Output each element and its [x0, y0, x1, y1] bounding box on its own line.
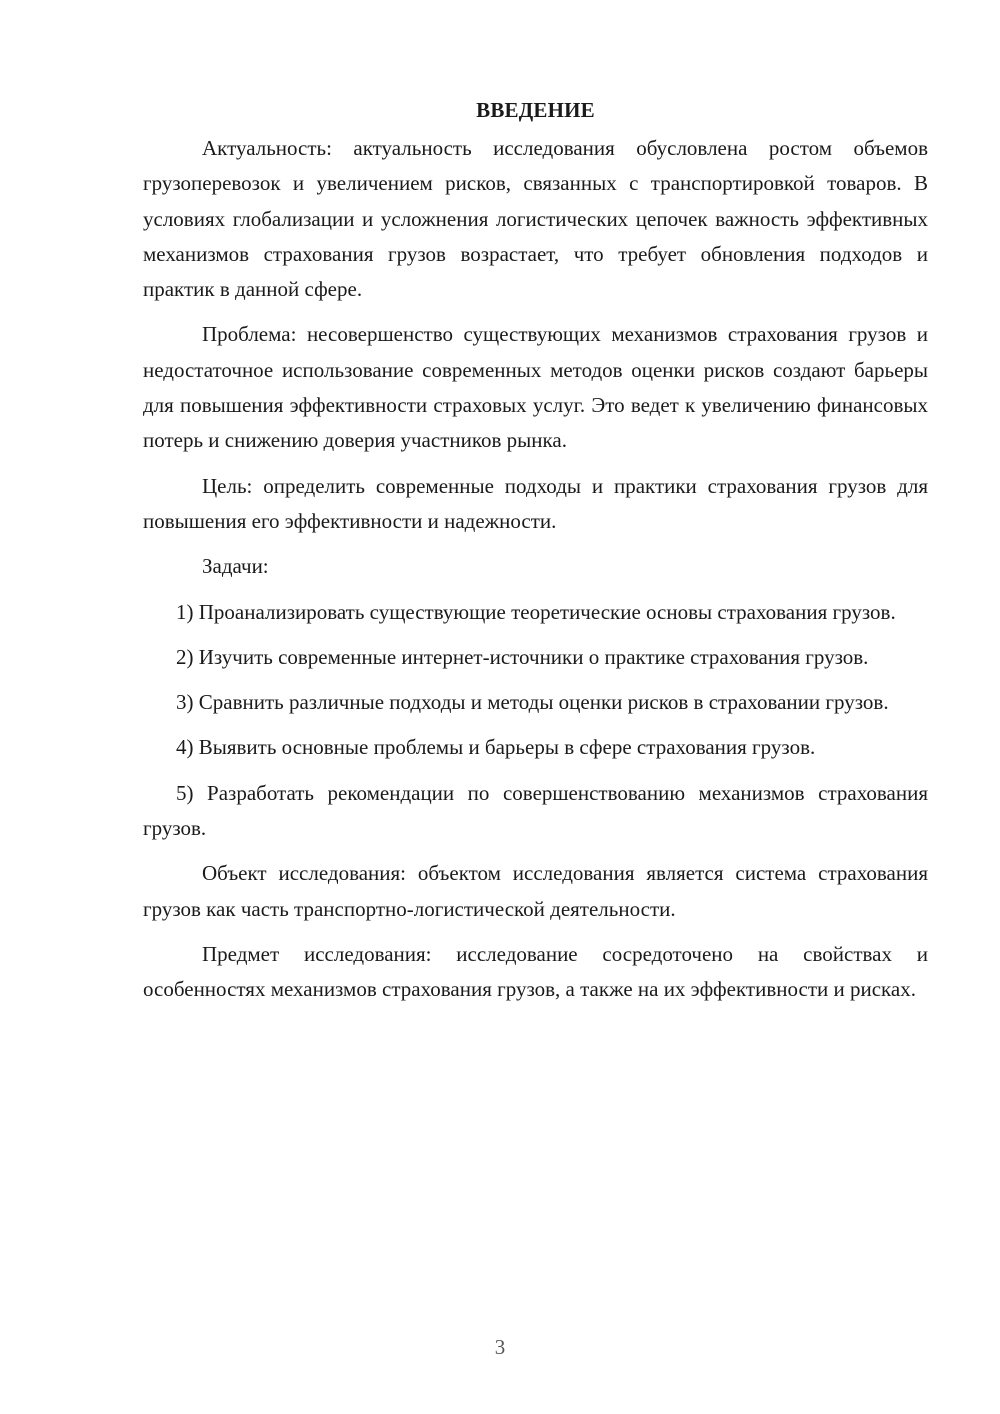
task-item-4: 4) Выявить основные проблемы и барьеры в сфере страхования грузов. — [176, 735, 816, 760]
section-title: ВВЕДЕНИЕ — [476, 98, 595, 122]
paragraph-goal: Цель: определить современные подходы и практики страхования грузов для повышения его эффективности и надежности. — [143, 473, 928, 533]
task-item-5: 5) Разработать рекомендации по совершенствованию механизмов страхования грузов. — [143, 780, 928, 841]
paragraph-subject: Предмет исследования: исследование сосредоточено на свойствах и особенностях механизмов страхования грузов, а также на их эффективности и рисках. — [143, 941, 928, 1002]
paragraph-tasks-heading: Задачи: — [202, 554, 269, 579]
document-page — [143, 92, 928, 1018]
task-item-1: 1) Проанализировать существующие теоретические основы страхования грузов. — [176, 599, 896, 624]
paragraph-object: Объект исследования: объектом исследования является система страхования грузов как часть транспортно-логистической деятельности. — [143, 861, 928, 921]
task-item-2: 2) Изучить современные интернет-источники о практике страхования грузов. — [176, 644, 869, 669]
paragraph-relevance: Актуальность: актуальность исследования обусловлена ростом объемов грузоперевозок и увеличением рисков, связанных с транспортировкой товаров. В условиях глобализации и усложнения логистических цепочек важность эффективных механизмов страхования грузов возрастает, что требует обновления подходов и практик в данной сфере. — [143, 136, 928, 302]
page-number: 3 — [494, 1335, 506, 1359]
task-item-3: 3) Сравнить различные подходы и методы оценки рисков в страховании грузов. — [176, 690, 889, 715]
paragraph-problem: Проблема: несовершенство существующих механизмов страхования грузов и недостаточное использование современных методов оценки рисков создают барьеры для повышения эффективности страховых услуг. Это ведет к увеличению финансовых потерь и снижению доверия участников рынка. — [143, 322, 928, 453]
